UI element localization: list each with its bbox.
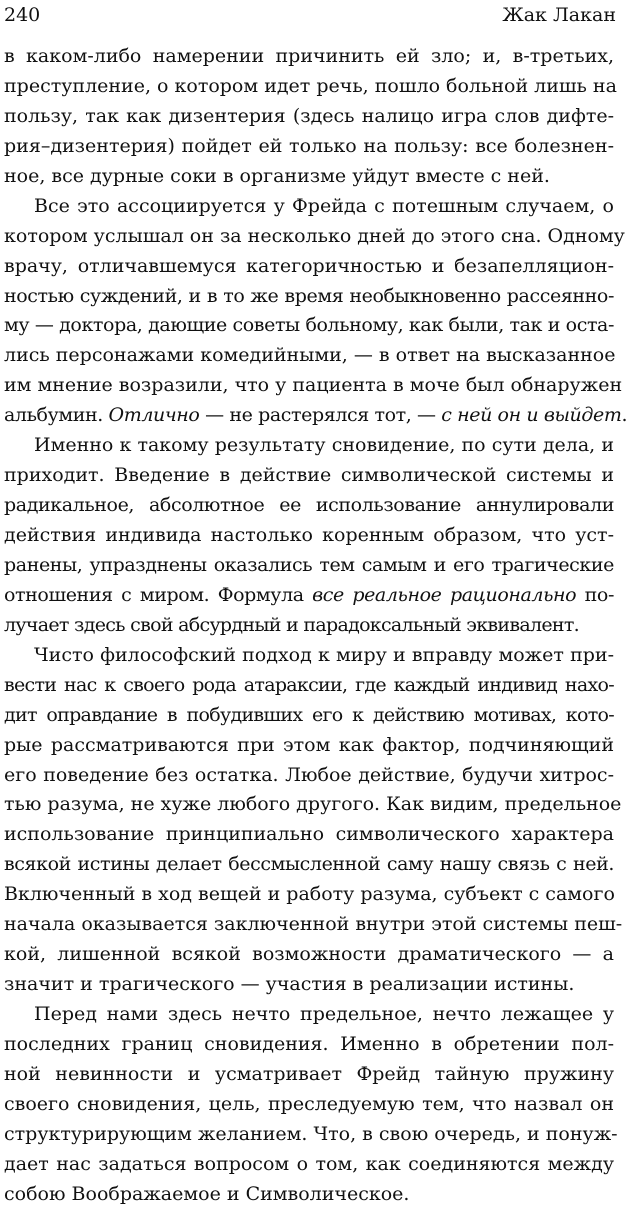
text-line: кой, лишенной всякой возможности драматического — а xyxy=(4,940,614,970)
running-head: Жак Лакан xyxy=(502,0,616,30)
text-line: ранены, упразднены оказались тем самым и его трагические xyxy=(4,551,614,581)
paragraph-4 xyxy=(4,641,614,1000)
text-line: радикальное, абсолютное ее использование аннулировали xyxy=(4,491,614,521)
text-line: его поведение без остатка. Любое действие, будучи хитрос- xyxy=(4,761,614,791)
body-text xyxy=(4,42,614,1210)
text-line: лучает здесь свой абсурдный и парадоксальный эквивалент. xyxy=(4,611,614,641)
page-number: 240 xyxy=(4,0,40,30)
text-run: . xyxy=(622,404,627,426)
text-line: рые рассматриваются при этом как фактор, подчиняющий xyxy=(4,731,614,761)
text-line: вести нас к своего рода атараксии, где каждый индивид нахо- xyxy=(4,671,614,701)
text-run: по- xyxy=(576,584,614,606)
text-line: Чисто философский подход к миру и вправду может при- xyxy=(4,641,614,671)
text-run: отношения с миром. Формула xyxy=(4,584,312,606)
text-line: последних границ сновидения. Именно в обретении пол- xyxy=(4,1030,614,1060)
text-line: тью разума, не хуже любого другого. Как видим, предельное xyxy=(4,790,614,820)
text-line: структурирующим желанием. Что, в свою очередь, и понуж- xyxy=(4,1120,614,1150)
text-line: ное, все дурные соки в организме уйдут вместе с ней. xyxy=(4,162,614,192)
text-line: Именно к такому результату сновидение, по сути дела, и xyxy=(4,431,614,461)
text-line: начала оказывается заключенной внутри этой системы пеш- xyxy=(4,910,614,940)
text-line-mixed xyxy=(4,581,614,611)
text-line: му — доктора, дающие советы больному, как были, так и оста- xyxy=(4,311,614,341)
text-line: рия–дизентерия) пойдет ей только на пользу: все болезнен- xyxy=(4,132,614,162)
page-header xyxy=(4,0,616,30)
text-line: собою Воображаемое и Символическое. xyxy=(4,1180,614,1210)
text-line: своего сновидения, цель, преследуемую тем, что назвал он xyxy=(4,1090,614,1120)
text-line: всякой истины делает бессмысленной саму нашу связь с ней. xyxy=(4,850,614,880)
text-run: альбумин. xyxy=(4,404,109,426)
text-line: Все это ассоциируется у Фрейда с потешным случаем, о xyxy=(4,192,614,222)
text-line: врачу, отличавшемуся категоричностью и безапелляцион- xyxy=(4,252,614,282)
paragraph-5 xyxy=(4,1000,614,1210)
text-line: значит и трагического — участия в реализации истины. xyxy=(4,970,614,1000)
text-line: приходит. Введение в действие символической системы и xyxy=(4,461,614,491)
text-line: пользу, так как дизентерия (здесь налицо игра слов дифте- xyxy=(4,102,614,132)
text-line: действия индивида настолько коренным образом, что уст- xyxy=(4,521,614,551)
text-line: Перед нами здесь нечто предельное, нечто лежащее у xyxy=(4,1000,614,1030)
text-line: лись персонажами комедийными, — в ответ на высказанное xyxy=(4,341,614,371)
text-line: дает нас задаться вопросом о том, как соединяются между xyxy=(4,1150,614,1180)
text-line: ной невинности и усматривает Фрейд тайную пружину xyxy=(4,1060,614,1090)
text-line-mixed xyxy=(4,401,614,431)
italic-run: с ней он и выйдет xyxy=(441,404,621,426)
text-line: им мнение возразили, что у пациента в моче был обнаружен xyxy=(4,371,614,401)
paragraph-1 xyxy=(4,42,614,192)
paragraph-3 xyxy=(4,431,614,641)
text-run: — не растерялся тот, — xyxy=(199,404,441,426)
text-line: преступление, о котором идет речь, пошло больной лишь на xyxy=(4,72,614,102)
text-line: ностью суждений, и в то же время необыкновенно рассеянно- xyxy=(4,282,614,312)
italic-run: Отлично xyxy=(109,404,200,426)
text-line: использование принципиально символического характера xyxy=(4,820,614,850)
text-line: котором услышал он за несколько дней до этого сна. Одному xyxy=(4,222,614,252)
text-line: дит оправдание в побудивших его к действию мотивах, кото- xyxy=(4,701,614,731)
paragraph-2 xyxy=(4,192,614,432)
text-line: в каком-либо намерении причинить ей зло; и, в-третьих, xyxy=(4,42,614,72)
italic-run: все реальное рационально xyxy=(312,584,576,606)
text-line: Включенный в ход вещей и работу разума, субъект с самого xyxy=(4,880,614,910)
